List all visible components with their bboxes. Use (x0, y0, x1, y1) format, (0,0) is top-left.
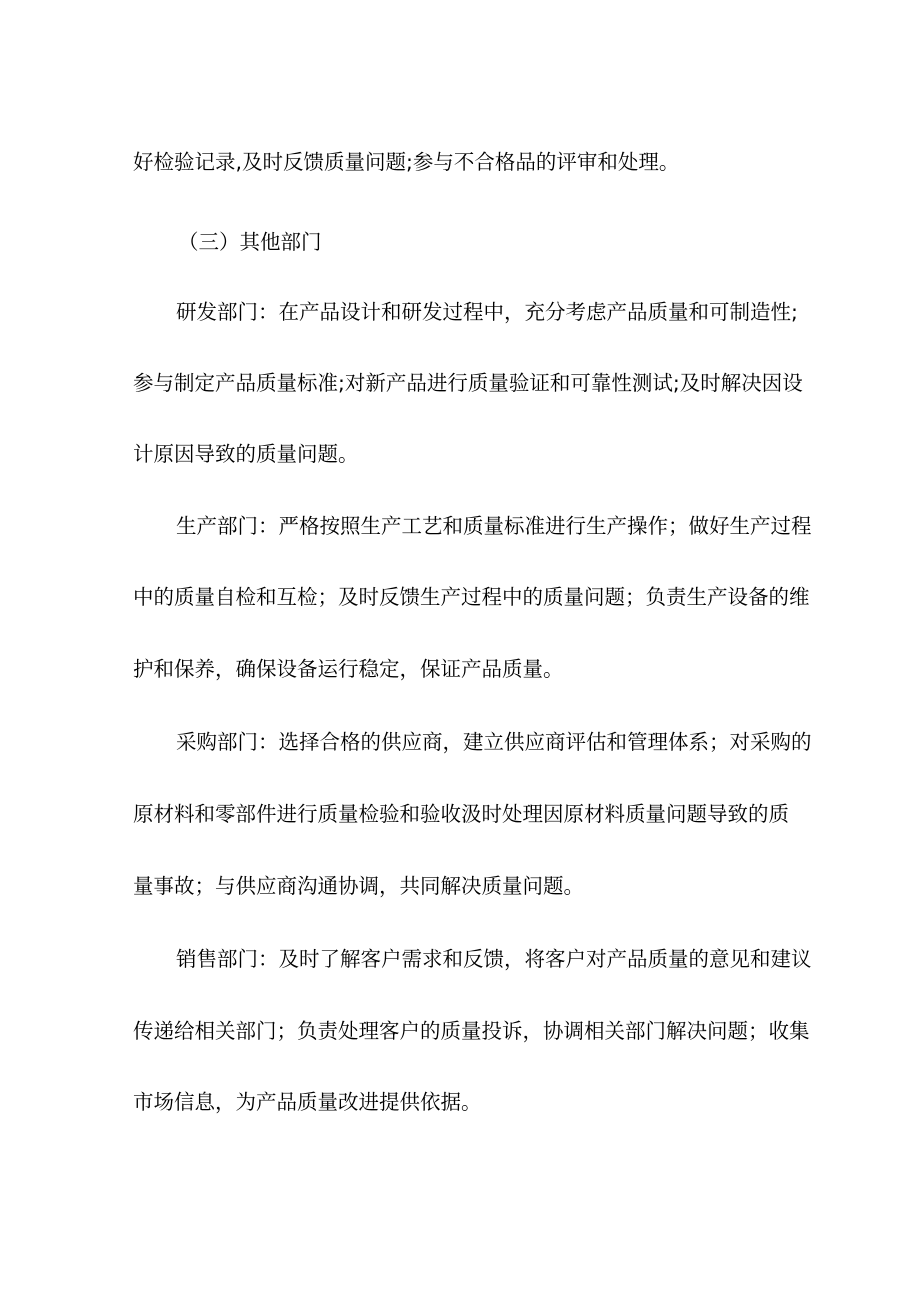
paragraph-line-sales-2: 传递给相关部门；负责处理客户的质量投诉，协调相关部门解决问题；收集 (133, 1019, 810, 1043)
paragraph-line-production-2: 中的质量自检和互检；及时反馈生产过程中的质量问题；负责生产设备的维 (133, 585, 810, 609)
paragraph-line-purchasing-3: 量事故；与供应商沟通协调，共同解决质量问题。 (133, 874, 584, 898)
paragraph-line-rd-3: 计原因导致的质量问题。 (133, 442, 359, 466)
paragraph-line-purchasing-1: 采购部门：选择合格的供应商，建立供应商评估和管理体系；对采购的 (176, 730, 812, 754)
paragraph-line-sales-3: 市场信息，为产品质量改进提供依据。 (133, 1090, 482, 1114)
section-heading-other-departments: （三）其他部门 (178, 230, 322, 254)
paragraph-line-production-1: 生产部门：严格按照生产工艺和质量标准进行生产操作；做好生产过程 (176, 514, 812, 538)
paragraph-line-purchasing-2: 原材料和零部件进行质量检验和验收汲时处理因原材料质量问题导致的质 (133, 802, 789, 826)
paragraph-line-rd-1: 研发部门：在产品设计和研发过程中，充分考虑产品质量和可制造性; (176, 300, 798, 324)
paragraph-line-production-3: 护和保养，确保设备运行稳定，保证产品质量。 (133, 657, 564, 681)
paragraph-line-inspection-records: 好检验记录,及时反馈质量问题;参与不合格品的评审和处理。 (133, 150, 680, 174)
paragraph-line-rd-2: 参与制定产品质量标准;对新产品进行质量验证和可靠性测试;及时解决因设 (133, 371, 803, 395)
paragraph-line-sales-1: 销售部门：及时了解客户需求和反馈，将客户对产品质量的意见和建议 (176, 947, 812, 971)
